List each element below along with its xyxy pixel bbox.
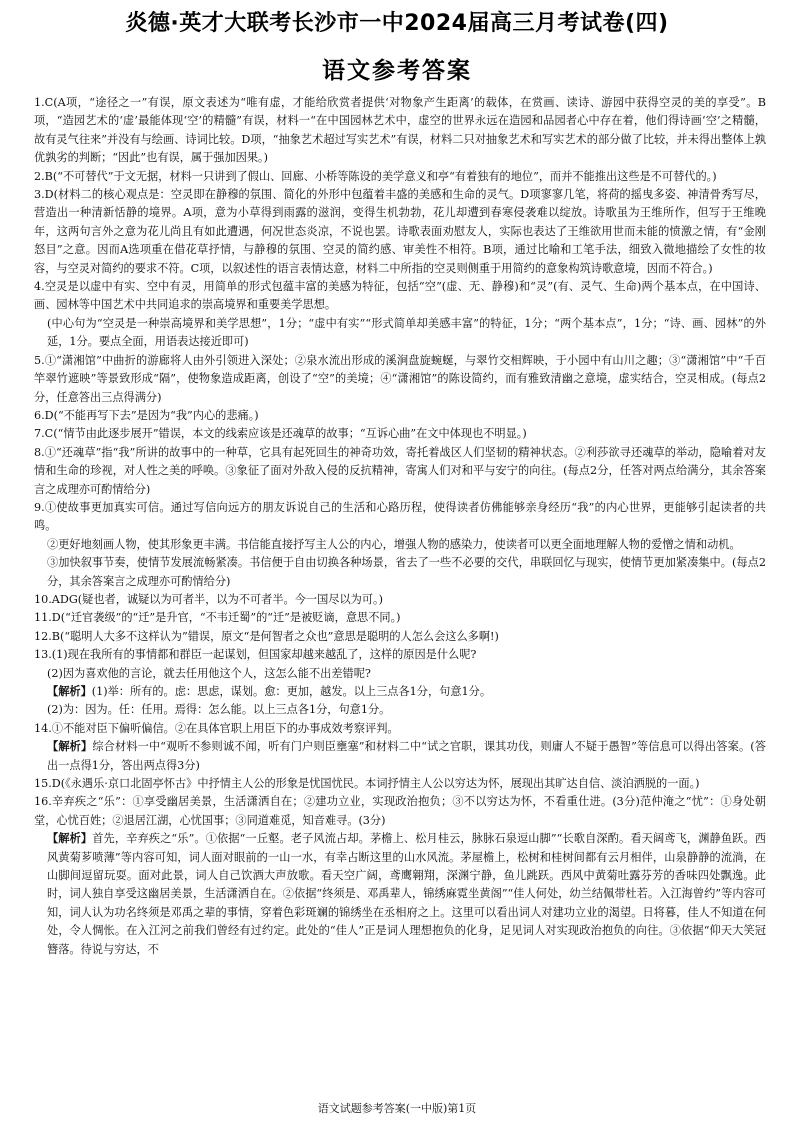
analysis-label: 【解析】: [47, 740, 93, 754]
answer-9: 9.①使故事更加真实可信。通过写信向远方的朋友诉说自己的生活和心路历程，使得读者仿佛能够亲身经历“我”的内心世界，更能够引起读者的共鸣。: [34, 500, 766, 533]
answer-13-part-2: (2)因为喜欢他的言论，就去任用他这个人，这怎么能不出差错呢?: [47, 666, 371, 680]
answer-14-analysis: [34, 738, 766, 775]
answer-4: 4.空灵是以虚中有实、空中有灵，用简单的形式包蕴丰富的美感为特征，包括“空”(虚、无、静穆)和“灵”(有、灵气、生命)两个基本点，在中国诗、画、园林等中国艺术中共同追求的崇高境界和重要美学思想。: [34, 280, 766, 312]
page-title: 语文参考答案: [322, 58, 472, 84]
answer-1: 1.C(A项，“途径之一”有误，原文表述为“唯有虚，才能给欣赏者提供‘对物象产生距离’的载体，在赏画、读诗、游园中获得空灵的美的享受”。B项，“造园艺术的‘虚’最能体现‘空’的精髓”有误，材料一“在中国园林艺术中，虚空的世界永远在造园和品园者心中存在着，他们得诗画‘空’之精髓，故有灵气往来”并没有与绘画、诗词比较。D项，“抽象艺术超过写实艺术”有误，材料二只对抽象艺术和写实艺术的部分做了比较，并未得出整体上孰优孰劣的判断；“因此”也有误，属于强加因果。): [34, 96, 766, 165]
answer-13-analysis-2: (2)为：因为。任：任用。焉得：怎么能。以上三点各1分，句意1分。: [47, 703, 391, 717]
answer-2: 2.B(“不可替代”于文无据，材料一只讲到了假山、回廊、小桥等陈设的美学意义和亭“有着独有的地位”，而并不能推出这些是不可替代的。): [34, 169, 717, 183]
answer-13: 13.(1)现在我所有的事情都和群臣一起谋划，但国家却越来越乱了，这样的原因是什么呢?: [34, 648, 477, 662]
answer-9-point-2: ②更好地刻画人物，使其形象更丰满。书信能直接抒写主人公的内心，增强人物的感染力，使读者可以更全面地理解人物的爱憎之情和动机。: [47, 537, 741, 551]
answer-10: 10.ADG(疑也者，诚疑以为可者半，以为不可者半。今一国尽以为可。): [34, 592, 383, 606]
answer-13-analysis: [34, 683, 766, 701]
answer-16-analysis: [34, 830, 766, 959]
analysis-text: 综合材料一中“观听不参则诚不闻，听有门户则臣壅塞”和材料二中“试之官职，课其功伐，则庸人不疑于愚智”等信息可以得出答案。(答出一点得1分，答出两点得3分): [47, 740, 766, 772]
analysis-label: 【解析】: [47, 685, 92, 698]
analysis-text: 首先，辛弃疾之“乐”。①依据“一丘壑。老子风流占却。茅檐上、松月桂云，脉脉石泉逗山脚”“长歌自深酌。看天阔鸢飞，渊静鱼跃。西风黄菊芗喷薄”等内容可知，词人面对眼前的一山一水，有幸占断这里的山水风流。茅屋檐上，松树和桂树间都有云月相伴，山泉静静的流淌，在山脚间逗留玩耍。面对此景，词人自己饮酒大声放歌。看天空广阔，鸢鹰翱翔，深渊宁静，鱼儿跳跃。西风中黄菊吐露芬芳的香味四处飘逸。此时，词人独自享受这幽居美景，生活潇洒自在。②依据“终须是、邓禹辈人，锦绣麻霓坐黄阁”“佳人何处，幼兰结佩带杜若。入江海曾约”等内容可知，词人认为功名终须是邓禹之辈的事情，穿着色彩斑斓的锦绣坐在丞相府之上。这里可以看出词人对建功立业的渴望。日将暮，佳人不知道在何处，令人惆怅。在入江河之前我们曾经有过约定。此处的“佳人”正是词人理想抱负的化身，足见词人对实现政治抱负的向往。③依据“仰天大笑冠簪落。待说与穷达，不: [47, 832, 766, 956]
answer-9-point-3: ③加快叙事节奏，使情节发展流畅紧凑。书信便于自由切换各种场景，省去了一些不必要的交代，串联回忆与现实，使情节更加紧凑集中。(每点2分，其余答案言之成理亦可酌情给分): [47, 556, 766, 588]
answer-15: 15.D(《永遇乐·京口北固亭怀古》中抒情主人公的形象是忧国忧民。本词抒情主人公以穷达为怀，展现出其旷达自信、淡泊洒脱的一面。): [34, 777, 700, 791]
answer-5: 5.①“潇湘馆”中曲折的游廊将人由外引领进入深处；②泉水流出形成的溪涧盘旋蜿蜒，与翠竹交相辉映，于小园中有山川之趣；③“潇湘馆”中“千百竿翠竹遮映”等景致形成“隔”，使物象造成距离，创设了“空”的美境；④“潇湘馆”的陈设简约，而有雅致清幽之意境，虚实结合，空灵相成。(每点2分，任意答出三点得满分): [34, 353, 766, 404]
answer-12: 12.B(“聪明人大多不这样认为”错误，原文“是何智者之众也”意思是聪明的人怎么会这么多啊!): [34, 629, 499, 643]
answer-16: 16.辛弃疾之“乐”：①享受幽居美景，生活潇洒自在；②建功立业，实现政治抱负；③不以穷达为怀，不看重仕进。(3分)范仲淹之“忧”：①身处朝堂，心忧百姓；②退居江湖，心忧国事；③同道难觅，知音难寻。(3分): [34, 795, 766, 827]
page-footer: 语文试题参考答案(一中版)第1页: [317, 1102, 477, 1115]
answer-14: 14.①不能对臣下偏听偏信。②在具体官职上用臣下的办事成效考察评判。: [34, 721, 399, 735]
answer-body: [34, 94, 766, 959]
analysis-text: (1)举：所有的。虑：思虑，谋划。愈：更加，越发。以上三点各1分，句意1分。: [91, 685, 492, 698]
answer-6: 6.D(“不能再写下去”是因为“我”内心的悲痛。): [34, 408, 259, 422]
answer-11: 11.D(“迁官袭级”的“迁”是升官，“不韦迁蜀”的“迁”是被贬谪，意思不同。): [34, 611, 401, 625]
answer-7: 7.C(“情节由此逐步展开”错误，本文的线索应该是还魂草的故事；“互诉心曲”在文中体现也不明显。): [34, 427, 527, 441]
analysis-label: 【解析】: [47, 832, 93, 846]
exam-title: 炎德·英才大联考长沙市一中2024届高三月考试卷(四): [125, 11, 669, 36]
answer-4-note: (中心句为“空灵是一种崇高境界和美学思想”，1分；“虚中有实”“形式简单却美感丰富”的特征，1分；“两个基本点”，1分；“诗、画、园林”的外延，1分。要点全面，用语表达接近即可): [47, 316, 766, 349]
answer-8: 8.①“还魂草”指“我”所讲的故事中的一种草，它具有起死回生的神奇功效，寄托着战区人们坚韧的精神状态。②利莎欲寻还魂草的举动，隐喻着对友情和生命的珍视，对人性之美的呼唤。③象征了面对外敌入侵的反抗精神，寄寓人们对和平与安宁的向往。(每点2分，任答对两点给满分，其余答案言之成理亦可酌情给分): [34, 445, 766, 496]
answer-3: 3.D(材料二的核心观点是：空灵即在静穆的氛围、简化的外形中包蕴着丰盛的美感和生命的灵气。D项寥寥几笔，将荷的摇曳多姿、神清骨秀写尽，营造出一种清新恬静的境界。A项，意为小草得到雨露的滋润，变得生机勃勃，花儿却遭到春寒侵袭难以绽放。诗歌虽为王维所作，但写于王维晚年，这两句言外之意为花儿尚且有如此遭遇，何况世态炎凉，不说也罢。诗歌表面劝慰友人，实际也表达了王维欲用世而未能的愤激之情，有“金刚怒目”之意。因而A选项重在借花草抒情，与静穆的氛围、空灵的简约感、审美性不相符。B项，通过比喻和工笔手法，细致入微地描绘了女性的妆容，与空灵对简约的要求不符。C项，以叙述性的语言表情达意，材料二中所指的空灵则侧重于用简约的意象构筑诗歌意境，因而不符合。): [34, 188, 766, 275]
